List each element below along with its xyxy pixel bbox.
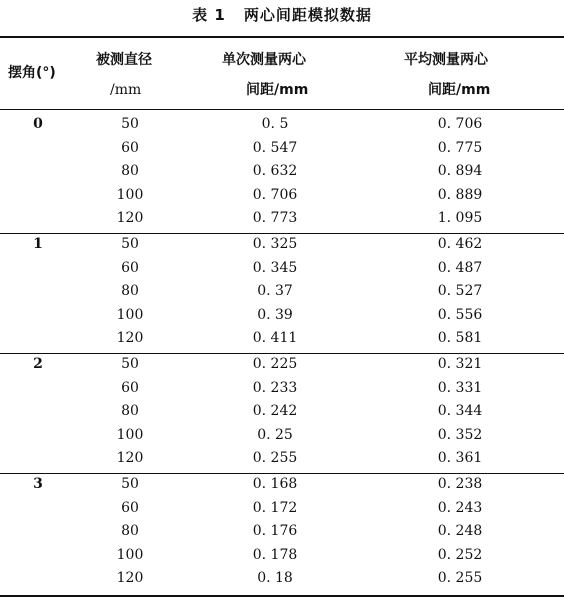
header-diameter: 被测直径	[96, 52, 152, 68]
single-distance-cell: 0. 176	[252, 523, 298, 540]
header-diameter-unit: /mm	[110, 82, 142, 98]
table-number: 表 1	[192, 6, 226, 24]
average-distance-cell: 0. 331	[437, 379, 483, 396]
diameter-cell: 80	[121, 403, 139, 420]
table-title	[0, 2, 564, 28]
average-distance-cell: 0. 894	[437, 163, 483, 180]
diameter-cell: 120	[116, 210, 144, 227]
diameter-cell: 80	[121, 283, 139, 300]
header-single-unit: 间距/mm	[246, 82, 309, 98]
diameter-cell: 60	[121, 139, 139, 156]
average-distance-cell: 0. 889	[437, 186, 483, 203]
single-distance-cell: 0. 39	[257, 306, 293, 323]
single-distance-cell: 0. 325	[252, 236, 298, 252]
top-rule	[0, 36, 564, 38]
single-distance-cell: 0. 255	[252, 450, 298, 467]
average-distance-cell: 0. 556	[437, 306, 483, 323]
table-caption: 两心间距模拟数据	[243, 6, 372, 24]
diameter-cell: 80	[121, 163, 139, 180]
angle-value: 1	[33, 236, 43, 252]
bottom-rule	[0, 595, 564, 597]
average-distance-cell: 0. 361	[437, 450, 483, 467]
single-distance-cell: 0. 345	[252, 259, 298, 276]
single-distance-cell: 0. 632	[252, 163, 298, 180]
average-distance-cell: 0. 238	[437, 476, 483, 492]
diameter-cell: 100	[116, 426, 144, 443]
single-distance-cell: 0. 178	[252, 546, 298, 563]
header-average: 平均测量两心	[404, 52, 488, 68]
single-distance-cell: 0. 233	[252, 379, 298, 396]
average-distance-cell: 0. 321	[437, 356, 483, 372]
average-distance-cell: 0. 243	[437, 499, 483, 516]
average-distance-cell: 0. 248	[437, 523, 483, 540]
average-distance-cell: 0. 581	[437, 330, 483, 347]
average-distance-cell: 0. 344	[437, 403, 483, 420]
diameter-cell: 80	[121, 523, 139, 540]
diameter-cell: 100	[116, 306, 144, 323]
single-distance-cell: 0. 706	[252, 186, 298, 203]
average-distance-cell: 0. 462	[437, 236, 483, 252]
single-distance-cell: 0. 25	[257, 426, 293, 443]
single-distance-cell: 0. 773	[252, 210, 298, 227]
diameter-cell: 50	[121, 356, 139, 372]
angle-value: 0	[33, 116, 43, 132]
diameter-cell: 60	[121, 259, 139, 276]
header-rule	[0, 109, 564, 110]
average-distance-cell: 0. 255	[437, 570, 483, 587]
header-angle: 摆角(°)	[8, 65, 56, 81]
single-distance-cell: 0. 37	[257, 283, 293, 300]
diameter-cell: 50	[121, 236, 139, 252]
average-distance-cell: 0. 527	[437, 283, 483, 300]
single-distance-cell: 0. 18	[257, 570, 293, 587]
single-distance-cell: 0. 5	[261, 116, 289, 132]
diameter-cell: 100	[116, 186, 144, 203]
header-single: 单次测量两心	[222, 52, 306, 68]
average-distance-cell: 1. 095	[437, 210, 483, 227]
single-distance-cell: 0. 168	[252, 476, 298, 492]
header-average-unit: 间距/mm	[428, 82, 491, 98]
diameter-cell: 120	[116, 330, 144, 347]
single-distance-cell: 0. 547	[252, 139, 298, 156]
diameter-cell: 50	[121, 116, 139, 132]
diameter-cell: 60	[121, 379, 139, 396]
average-distance-cell: 0. 706	[437, 116, 483, 132]
average-distance-cell: 0. 352	[437, 426, 483, 443]
average-distance-cell: 0. 775	[437, 139, 483, 156]
single-distance-cell: 0. 242	[252, 403, 298, 420]
diameter-cell: 100	[116, 546, 144, 563]
diameter-cell: 120	[116, 570, 144, 587]
single-distance-cell: 0. 172	[252, 499, 298, 516]
diameter-cell: 60	[121, 499, 139, 516]
diameter-cell: 120	[116, 450, 144, 467]
single-distance-cell: 0. 225	[252, 356, 298, 372]
single-distance-cell: 0. 411	[252, 330, 298, 347]
angle-value: 3	[33, 476, 43, 492]
diameter-cell: 50	[121, 476, 139, 492]
angle-value: 2	[33, 356, 43, 372]
average-distance-cell: 0. 252	[437, 546, 483, 563]
average-distance-cell: 0. 487	[437, 259, 483, 276]
